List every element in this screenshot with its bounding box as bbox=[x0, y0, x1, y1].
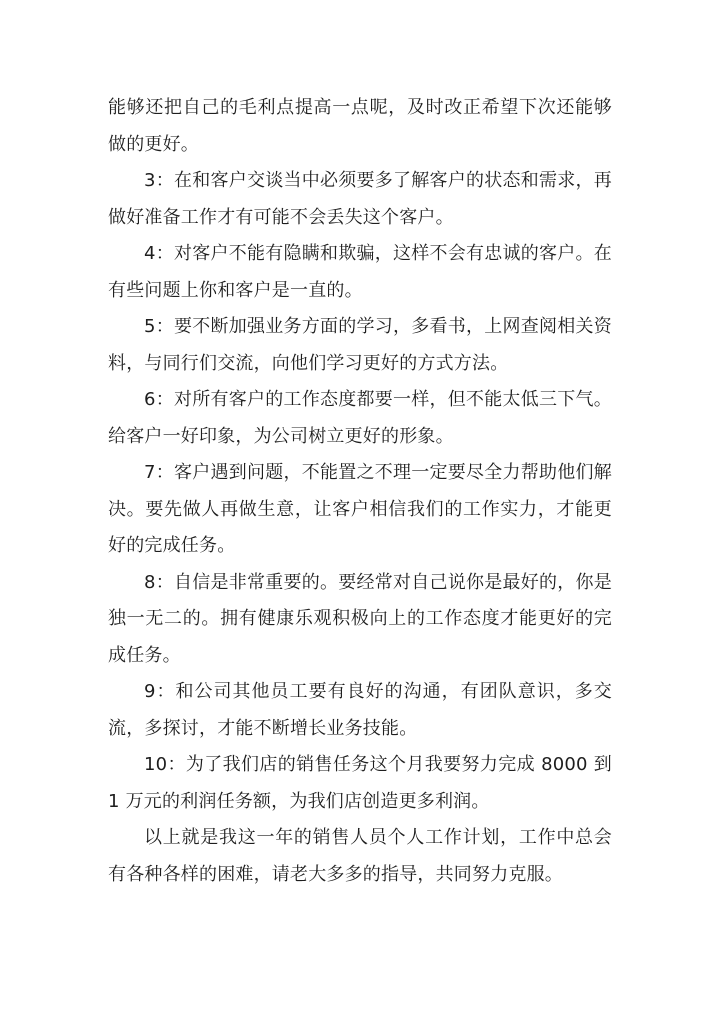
paragraph-item-6: 6：对所有客户的工作态度都要一样，但不能太低三下气。给客户一好印象，为公司树立更好的形象。 bbox=[108, 389, 612, 447]
paragraph-item-5: 5：要不断加强业务方面的学习，多看书，上网查阅相关资料，与同行们交流，向他们学习更好的方式方法。 bbox=[108, 316, 612, 374]
paragraph-item-8: 8：自信是非常重要的。要经常对自己说你是最好的，你是独一无二的。拥有健康乐观积极向上的工作态度才能更好的完成任务。 bbox=[108, 571, 612, 666]
paragraph-conclusion: 以上就是我这一年的销售人员个人工作计划，工作中总会有各种各样的困难，请老大多多的指导，共同努力克服。 bbox=[108, 827, 612, 885]
document-body bbox=[108, 90, 612, 893]
paragraph-continuation: 能够还把自己的毛利点提高一点呢，及时改正希望下次还能够做的更好。 bbox=[108, 97, 612, 155]
paragraph-item-9: 9：和公司其他员工要有良好的沟通，有团队意识，多交流，多探讨，才能不断增长业务技能。 bbox=[108, 681, 612, 739]
paragraph-item-10: 10：为了我们店的销售任务这个月我要努力完成 8000 到 1 万元的利润任务额，为我们店创造更多利润。 bbox=[108, 754, 612, 812]
paragraph-item-7: 7：客户遇到问题，不能置之不理一定要尽全力帮助他们解决。要先做人再做生意，让客户相信我们的工作实力，才能更好的完成任务。 bbox=[108, 462, 612, 556]
paragraph-item-3: 3：在和客户交谈当中必须要多了解客户的状态和需求，再做好准备工作才有可能不会丢失这个客户。 bbox=[108, 170, 612, 228]
paragraph-item-4: 4：对客户不能有隐瞒和欺骗，这样不会有忠诚的客户。在有些问题上你和客户是一直的。 bbox=[108, 243, 612, 301]
